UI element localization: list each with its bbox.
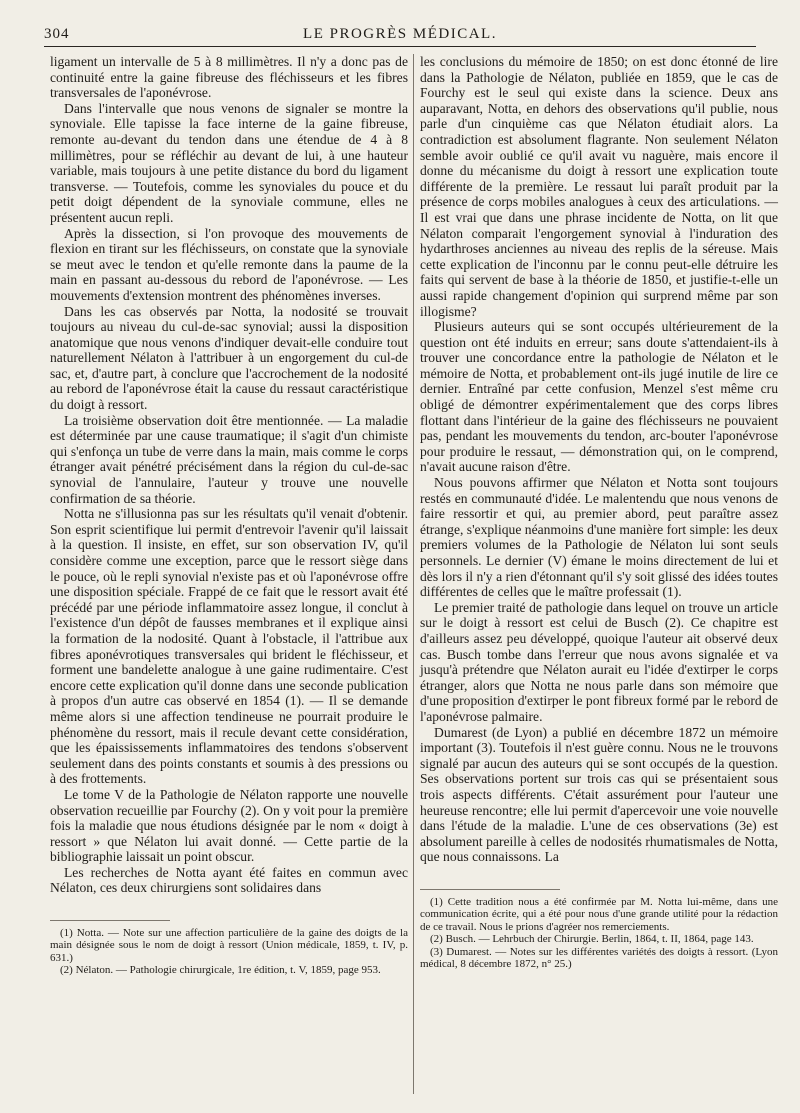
paragraph: Dans les cas observés par Notta, la nodosité se trouvait toujours au niveau du cul-de-sac synovial; aussi la disposition anatomique que nous venons d'indiquer devait-elle conduire tout naturellement Nélaton à l'attribuer à un engorgement du cul-de sac, et, d'autre part, à conclure que l'accrochement de la nodosité au rebord de l'aponévrose était la cause du ressaut caractéristique du doigt à ressort.: [50, 303, 408, 413]
paragraph: Les recherches de Notta ayant été faites en commun avec Nélaton, ces deux chirurgiens sont solidaires dans: [50, 864, 408, 896]
footnote: (1) Cette tradition nous a été confirmée par M. Notta lui-même, dans une communication écrite, qui a été pour nous d'une grande utilité pour la rédaction de ce travail. Nous le prions d'agréer nos remerciements.: [420, 895, 778, 933]
footnotes: [50, 927, 408, 977]
paragraph: Après la dissection, si l'on provoque des mouvements de flexion en tirant sur les fléchisseurs, on constate que la synoviale se meut avec le tendon et qu'elle remonte dans la paume de la main en passant au-dessous du rebord de l'aponévrose. — Les mouvements d'extension montrent des phénomènes inverses.: [50, 225, 408, 303]
paragraph: Notta ne s'illusionna pas sur les résultats qu'il venait d'obtenir. Son esprit scientifique lui permit d'entrevoir l'avenir qu'il laissait à la question. Il insiste, en effet, sur son observation IV, qu'il considère comme une exception, parce que le ressort siège dans le pouce, où le repli synovial n'existe pas et où l'aponévrose offre une disposition spéciale. Frappé de ce fait que le ressort avait été précédé par une période inflammatoire assez longue, il conclut à l'existence d'un dépôt de fausses membranes et il explique ainsi la formation de la nodosité. Quant à l'obstacle, il l'attribue aux fibres aponévrotiques transversales qui brident le fléchisseur, et forment une bandelette analogue à une gaine rudimentaire. C'est encore cette explication qu'il donne dans une seconde publication à propos d'un autre cas observé en 1854 (1). — Il se demande même alors si une affection tendineuse ne pourrait produire le phénomène du ressort, mais il recule devant cette considération, que les épaississements inflammatoires des tendons s'observent seulement dans des points constants et soumis à des pressions ou à des frottements.: [50, 506, 408, 787]
paragraph: les conclusions du mémoire de 1850; on est donc étonné de lire dans la Pathologie de Nélaton, publiée en 1859, que le cas de Fourchy est le seul qui existe dans la science. Deux ans auparavant, Notta, en dehors des observations qu'il publie, nous parle d'un cinquième cas que Nélaton étudiait alors. La contradiction est absolument flagrante. Non seulement Nélaton semble avoir oublié ce qu'il avait vu naguère, mais encore il donne du mécanisme du doigt à ressort une explication toute différente de la première. Le ressaut lui paraît produit par la présence de corps mobiles analogues à ceux des articulations. — Il est vrai que dans une phrase incidente de Notta, on lit que Nélaton comparait l'engorgement synovial à l'induration des hydarthroses anciennes au niveau des replis de la séreuse. Mais cette explication de l'inconnu par le connu peut-elle détruire les faits qui servent de base à la théorie de 1850, et justifie-t-elle un aussi rapide changement d'opinion qui surprend même par son illogisme?: [420, 54, 778, 319]
footnote: (3) Dumarest. — Notes sur les différentes variétés des doigts à ressort. (Lyon médical, 8 décembre 1872, n° 25.): [420, 945, 778, 970]
footnotes-rule: [420, 889, 560, 896]
page-header: [44, 20, 756, 46]
footnotes: [420, 896, 778, 970]
column-divider: [413, 54, 414, 1094]
footnotes-rule: [50, 920, 170, 927]
paragraph: La troisième observation doit être mentionnée. — La maladie est déterminée par une cause traumatique; il s'agit d'un chimiste qui s'enfonça un tube de verre dans la main, mais comme le corps étranger avait pénétré précisément dans la région du cul-de-sac synovial de l'annulaire, l'auteur y trouve une nouvelle confirmation de sa théorie.: [50, 412, 408, 506]
paragraph: Le premier traité de pathologie dans lequel on trouve un article sur le doigt à ressort est celui de Busch (2). Ce chapitre est d'ailleurs assez peu développé, quoique l'auteur ait observé deux cas. Busch tombe dans l'erreur que nous avons signalée et va jusqu'à prétendre que Nélaton aurait eu l'idée d'extirper le corps étranger, alors que Notta ne nous parle dans son mémoire que d'une proposition d'extirper le pont fibreux formé par le rebord de l'aponévrose palmaire.: [420, 599, 778, 724]
journal-title: LE PROGRÈS MÉDICAL.: [303, 26, 497, 42]
paragraph: Dans l'intervalle que nous venons de signaler se montre la synoviale. Elle tapisse la face interne de la gaine fibreuse, remonte au-devant du tendon dans une étendue de 4 à 8 millimètres, pour se réfléchir au devant de lui, à une hauteur variable, mais toujours à une petite distance du bord du ligament transverse. — Toutefois, comme les synoviales du pouce et du petit doigt dépendent de la synoviale commune, elles ne présentent aucun repli.: [50, 100, 408, 225]
paragraph: Dumarest (de Lyon) a publié en décembre 1872 un mémoire important (3). Toutefois il n'est guère connu. Nous ne le trouvons signalé par aucun des auteurs qui se sont occupés de la question. Ses observations portent sur trois cas qui se présentaient sous trois aspects différents. C'était assurément pour l'auteur une heureuse rencontre; elle lui permit d'apercevoir une voie nouvelle dans l'étude de la maladie. L'une de ces observations (3e) est absolument pareille à celles de nodosités rhumatismales de Notta, que nous connaissons. La: [420, 724, 778, 865]
footnote: (1) Notta. — Note sur une affection particulière de la gaine des doigts de la main désignée sous le nom de doigt à ressort (Union médicale, 1859, t. IV, p. 631.): [50, 927, 408, 964]
paragraph: ligament un intervalle de 5 à 8 millimètres. Il n'y a donc pas de continuité entre la gaine fibreuse des fléchisseurs et les fibres transversales de l'aponévrose.: [50, 54, 408, 101]
footnote: (2) Busch. — Lehrbuch der Chirurgie. Berlin, 1864, t. II, 1864, page 143.: [430, 933, 754, 946]
page-number: 304: [44, 26, 70, 42]
paragraph: Le tome V de la Pathologie de Nélaton rapporte une nouvelle observation recueillie par Fourchy (2). On y voit pour la première fois la maladie que nous étudions désignée par le nom « doigt à ressort » que Nélaton lui avait donné. — Cette partie de la bibliographie laissait un point obscur.: [50, 786, 408, 865]
right-column: [420, 54, 778, 970]
paragraph: Nous pouvons affirmer que Nélaton et Notta sont toujours restés en communauté d'idée. Le malentendu que nous venons de faire ressortir et qui, au premier abord, peut paraître assez étrange, s'explique néanmoins d'une manière fort simple: les deux premiers volumes de la Pathologie de Nélaton lui sont seuls personnels. Le dernier (V) émane le moins directement de lui et dès lors il n'y a rien d'étonnant qu'il s'y soit glissé des idées toutes différentes de celles que le maître professait (1).: [420, 475, 778, 600]
footnote: (2) Nélaton. — Pathologie chirurgicale, 1re édition, t. V, 1859, page 953.: [60, 964, 381, 977]
left-column: [50, 54, 408, 977]
header-rule: [44, 46, 756, 47]
paragraph: Plusieurs auteurs qui se sont occupés ultérieurement de la question ont été induits en erreur; sans doute s'attendaient-ils à trouver une concordance entre la pathologie de Nélaton et le mémoire de Notta, et probablement ont-ils jugé inutile de lire ce dernier. Entraîné par cette confusion, Menzel s'est même cru obligé de démontrer expérimentalement que des corps libres flottant dans l'intérieur de la gaine des fléchisseurs ne pouvaient pas, pendant les mouvements du tendon, arc-bouter l'aponévrose pour produire le ressaut, — démonstration qui, on le comprend, n'avait aucune raison d'être.: [420, 319, 778, 475]
